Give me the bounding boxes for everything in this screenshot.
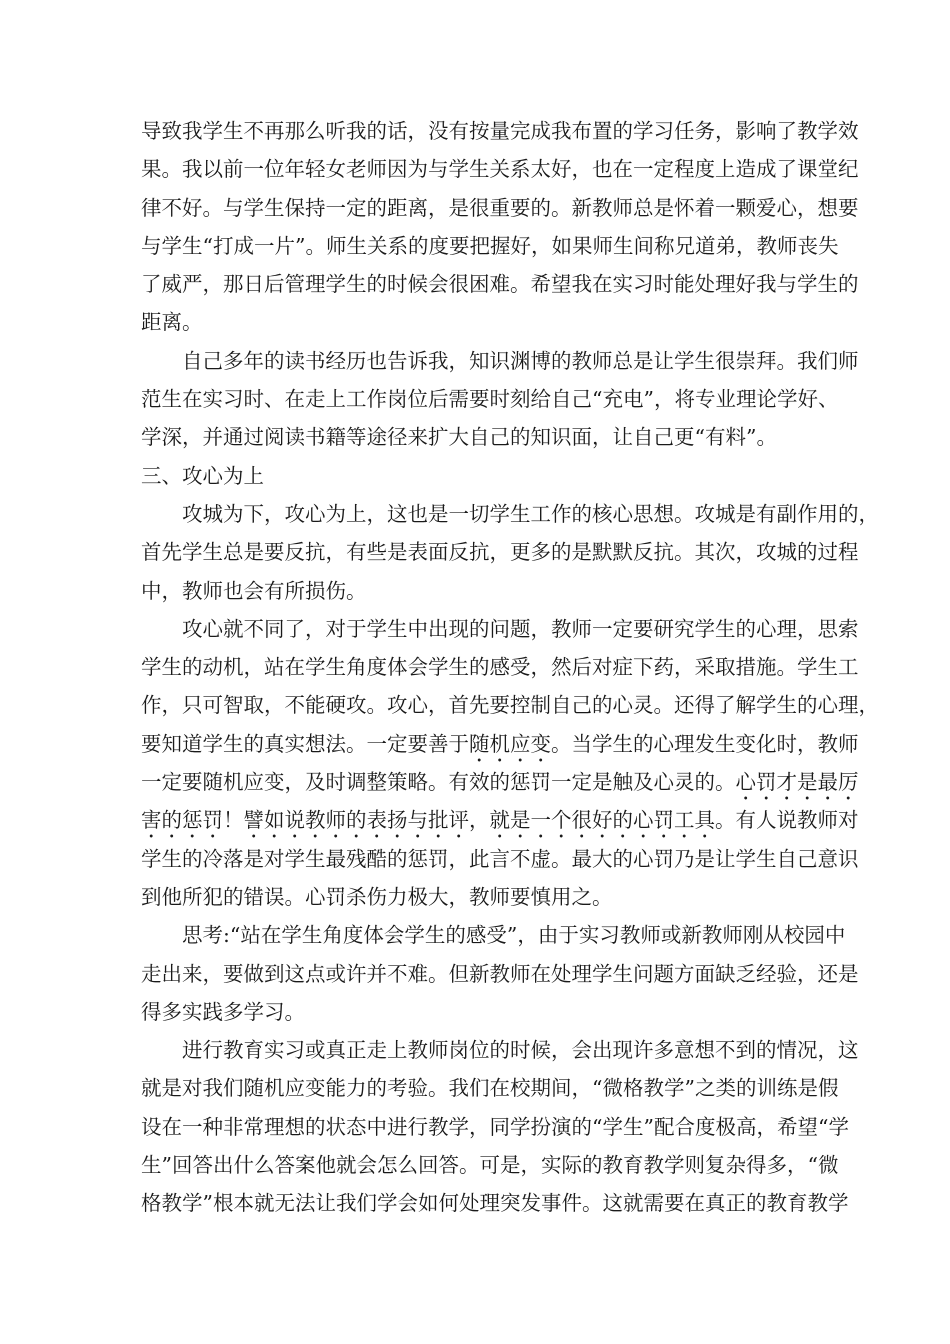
text-line: 首先学生总是要反抗，有些是表面反抗，更多的是默默反抗。其次，攻城的过程	[141, 540, 859, 565]
text-line: 中，教师也会有所损伤。	[141, 578, 367, 603]
emphasis-text: 随机应变	[469, 731, 551, 756]
text-line: 一定要随机应变，及时调整策略。有效的惩罚一定是触及心灵的。心罚才是最厉	[141, 770, 859, 795]
emphasis-text: 心罚才是最厉	[735, 770, 859, 795]
section-heading: 三、攻心为上	[141, 463, 264, 488]
text-line: 设在一种非常理想的状态中进行教学，同学扮演的“学生”配合度极高，希望“学	[141, 1114, 849, 1139]
text-line: 自己多年的读书经历也告诉我，知识渊博的教师总是让学生很崇拜。我们师	[182, 348, 859, 373]
document-body	[141, 112, 879, 1223]
text-line: 到他所犯的错误。心罚杀伤力极大，教师要慎用之。	[141, 884, 613, 909]
text-line: 生”回答出什么答案他就会怎么回答。可是，实际的教育教学则复杂得多，“微	[141, 1153, 839, 1178]
text-line: 要知道学生的真实想法。一定要善于随机应变。当学生的心理发生变化时，教师	[141, 731, 859, 756]
text-line: 导致我学生不再那么听我的话，没有按量完成我布置的学习任务，影响了教学效	[141, 119, 859, 143]
text-line: 与学生“打成一片”。师生关系的度要把握好，如果师生间称兄道弟，教师丧失	[141, 233, 839, 258]
text-line: 害的惩罚！譬如说教师的表扬与批评，就是一个很好的心罚工具。有人说教师对	[141, 808, 859, 833]
text-line: 得多实践多学习。	[141, 999, 305, 1024]
text-line: 作，只可智取，不能硬攻。攻心，首先要控制自己的心灵。还得了解学生的心理，	[141, 693, 879, 718]
text-line: 就是对我们随机应变能力的考验。我们在校期间，“微格教学”之类的训练是假	[141, 1076, 839, 1101]
text-line: 学生的冷落是对学生最残酷的惩罚，此言不虚。最大的心罚乃是让学生自己意识	[141, 846, 859, 871]
text-line: 攻城为下，攻心为上，这也是一切学生工作的核心思想。攻城是有副作用的，	[182, 501, 879, 526]
text-line: 范生在实习时、在走上工作岗位后需要时刻给自己“充电”，将专业理论学好、	[141, 387, 839, 412]
text-line: 了威严，那日后管理学生的时候会很困难。希望我在实习时能处理好我与学生的	[141, 272, 859, 297]
text-line: 学深，并通过阅读书籍等途径来扩大自己的知识面，让自己更“有料”。	[141, 425, 777, 450]
text-line: 走出来，要做到这点或许并不难。但新教师在处理学生问题方面缺乏经验，还是	[141, 961, 859, 986]
text-line: 学生的动机，站在学生角度体会学生的感受，然后对症下药，采取措施。学生工	[141, 655, 859, 680]
text-line: 距离。	[141, 310, 203, 335]
text-line: 果。我以前一位年轻女老师因为与学生关系太好，也在一定程度上造成了课堂纪	[141, 157, 859, 182]
text-line: 进行教育实习或真正走上教师岗位的时候，会出现许多意想不到的情况，这	[182, 1038, 859, 1063]
text-line: 攻心就不同了，对于学生中出现的问题，教师一定要研究学生的心理，思索	[182, 616, 859, 641]
text-line: 格教学”根本就无法让我们学会如何处理突发事件。这就需要在真正的教育教学	[141, 1191, 849, 1216]
text-line: 思考:“站在学生角度体会学生的感受”，由于实习教师或新教师刚从校园中	[182, 923, 846, 948]
emphasis-text: 害的惩罚！譬如说教师的表扬与批评，就是一个很好的心罚工具	[141, 808, 715, 833]
text-line: 律不好。与学生保持一定的距离，是很重要的。新教师总是怀着一颗爱心，想要	[141, 195, 859, 220]
